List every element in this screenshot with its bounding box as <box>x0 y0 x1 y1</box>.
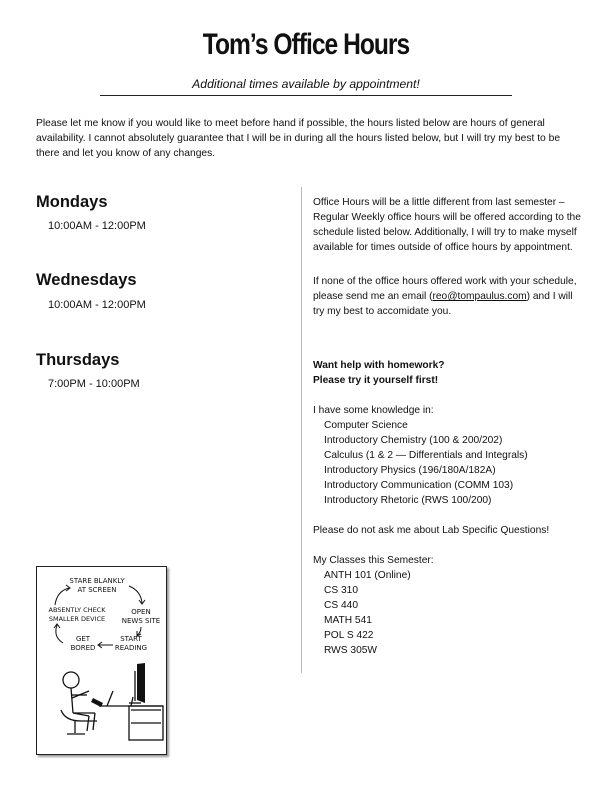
comic-step-check-line1: ABSENTLY CHECK <box>48 606 106 614</box>
help-line-2: Please try it yourself first! <box>313 375 439 386</box>
column-divider <box>301 187 302 673</box>
schedule-time-wednesday: 10:00AM - 12:00PM <box>48 299 146 311</box>
comic-step-stare-line1: STARE BLANKLY <box>69 577 125 585</box>
email-note-prefix: If none of the office hours offered work with your schedule, please send me an email ( <box>313 276 577 302</box>
page-subtitle: Additional times available by appointment! <box>100 77 512 96</box>
knowledge-item: Introductory Communication (COMM 103) <box>324 480 514 491</box>
comic-figure <box>61 671 163 740</box>
comic-step-stare-line2: AT SCREEN <box>77 586 117 594</box>
knowledge-item: Computer Science <box>324 420 408 431</box>
comic-step-bored-line1: GET <box>75 635 91 643</box>
class-item: CS 310 <box>324 585 358 596</box>
sidebar-note-changes <box>313 195 583 255</box>
schedule-day-monday: Mondays <box>36 193 108 211</box>
comic-step-open-line2: NEWS SITE <box>121 617 161 625</box>
sidebar-note-email <box>313 274 583 319</box>
schedule-time-monday: 10:00AM - 12:00PM <box>48 220 146 232</box>
schedule-time-thursday: 7:00PM - 10:00PM <box>48 378 140 390</box>
class-item: ANTH 101 (Online) <box>324 570 411 581</box>
lab-note: Please do not ask me about Lab Specific Questions! <box>313 525 550 536</box>
comic-step-start-line1: START <box>120 635 142 643</box>
comic-monitor <box>137 663 145 703</box>
comic-step-check-line2: SMALLER DEVICE <box>48 615 106 623</box>
schedule-day-thursday: Thursdays <box>36 351 120 369</box>
page-title: Tom’s Office Hours <box>202 28 410 61</box>
help-line-1: Want help with homework? <box>313 360 445 371</box>
class-item: CS 440 <box>324 600 358 611</box>
class-item: MATH 541 <box>324 615 372 626</box>
knowledge-item: Introductory Chemistry (100 & 200/202) <box>324 435 503 446</box>
class-item: POL S 422 <box>324 630 374 641</box>
schedule-day-wednesday: Wednesdays <box>36 271 137 289</box>
comic-step-bored-line2: BORED <box>70 644 96 652</box>
knowledge-item: Introductory Rhetoric (RWS 100/200) <box>324 495 492 506</box>
knowledge-item: Introductory Physics (196/180A/182A) <box>324 465 496 476</box>
sidebar-help-section <box>313 358 583 658</box>
email-note-suffix: ) and I will try my best to accomidate you. <box>313 291 573 317</box>
comic-step-open-line1: OPEN <box>131 608 151 616</box>
classes-heading: My Classes this Semester: <box>313 555 434 566</box>
sidebar-note-1: Office Hours will be a little different from last semester – Regular Weekly office hours will be offered according to the schedule listed below. Additionally, I will try to make myself available for times outside of office hours by appointment. <box>313 197 581 253</box>
comic-step-start-line2: READING <box>114 644 148 652</box>
email-link[interactable]: reo@tompaulus.com <box>432 291 527 302</box>
knowledge-item: Calculus (1 & 2 — Differentials and Integrals) <box>324 450 528 461</box>
comic-phone <box>91 698 103 707</box>
knowledge-heading: I have some knowledge in: <box>313 405 434 416</box>
intro-paragraph: Please let me know if you would like to meet before hand if possible, the hours listed below are hours of general availability. I cannot absolutely guarantee that I will be in during all the hours listed below, but I will try my best to be there and let you know of any changes. <box>36 118 561 159</box>
class-item: RWS 305W <box>324 645 378 656</box>
comic-illustration <box>36 566 167 755</box>
